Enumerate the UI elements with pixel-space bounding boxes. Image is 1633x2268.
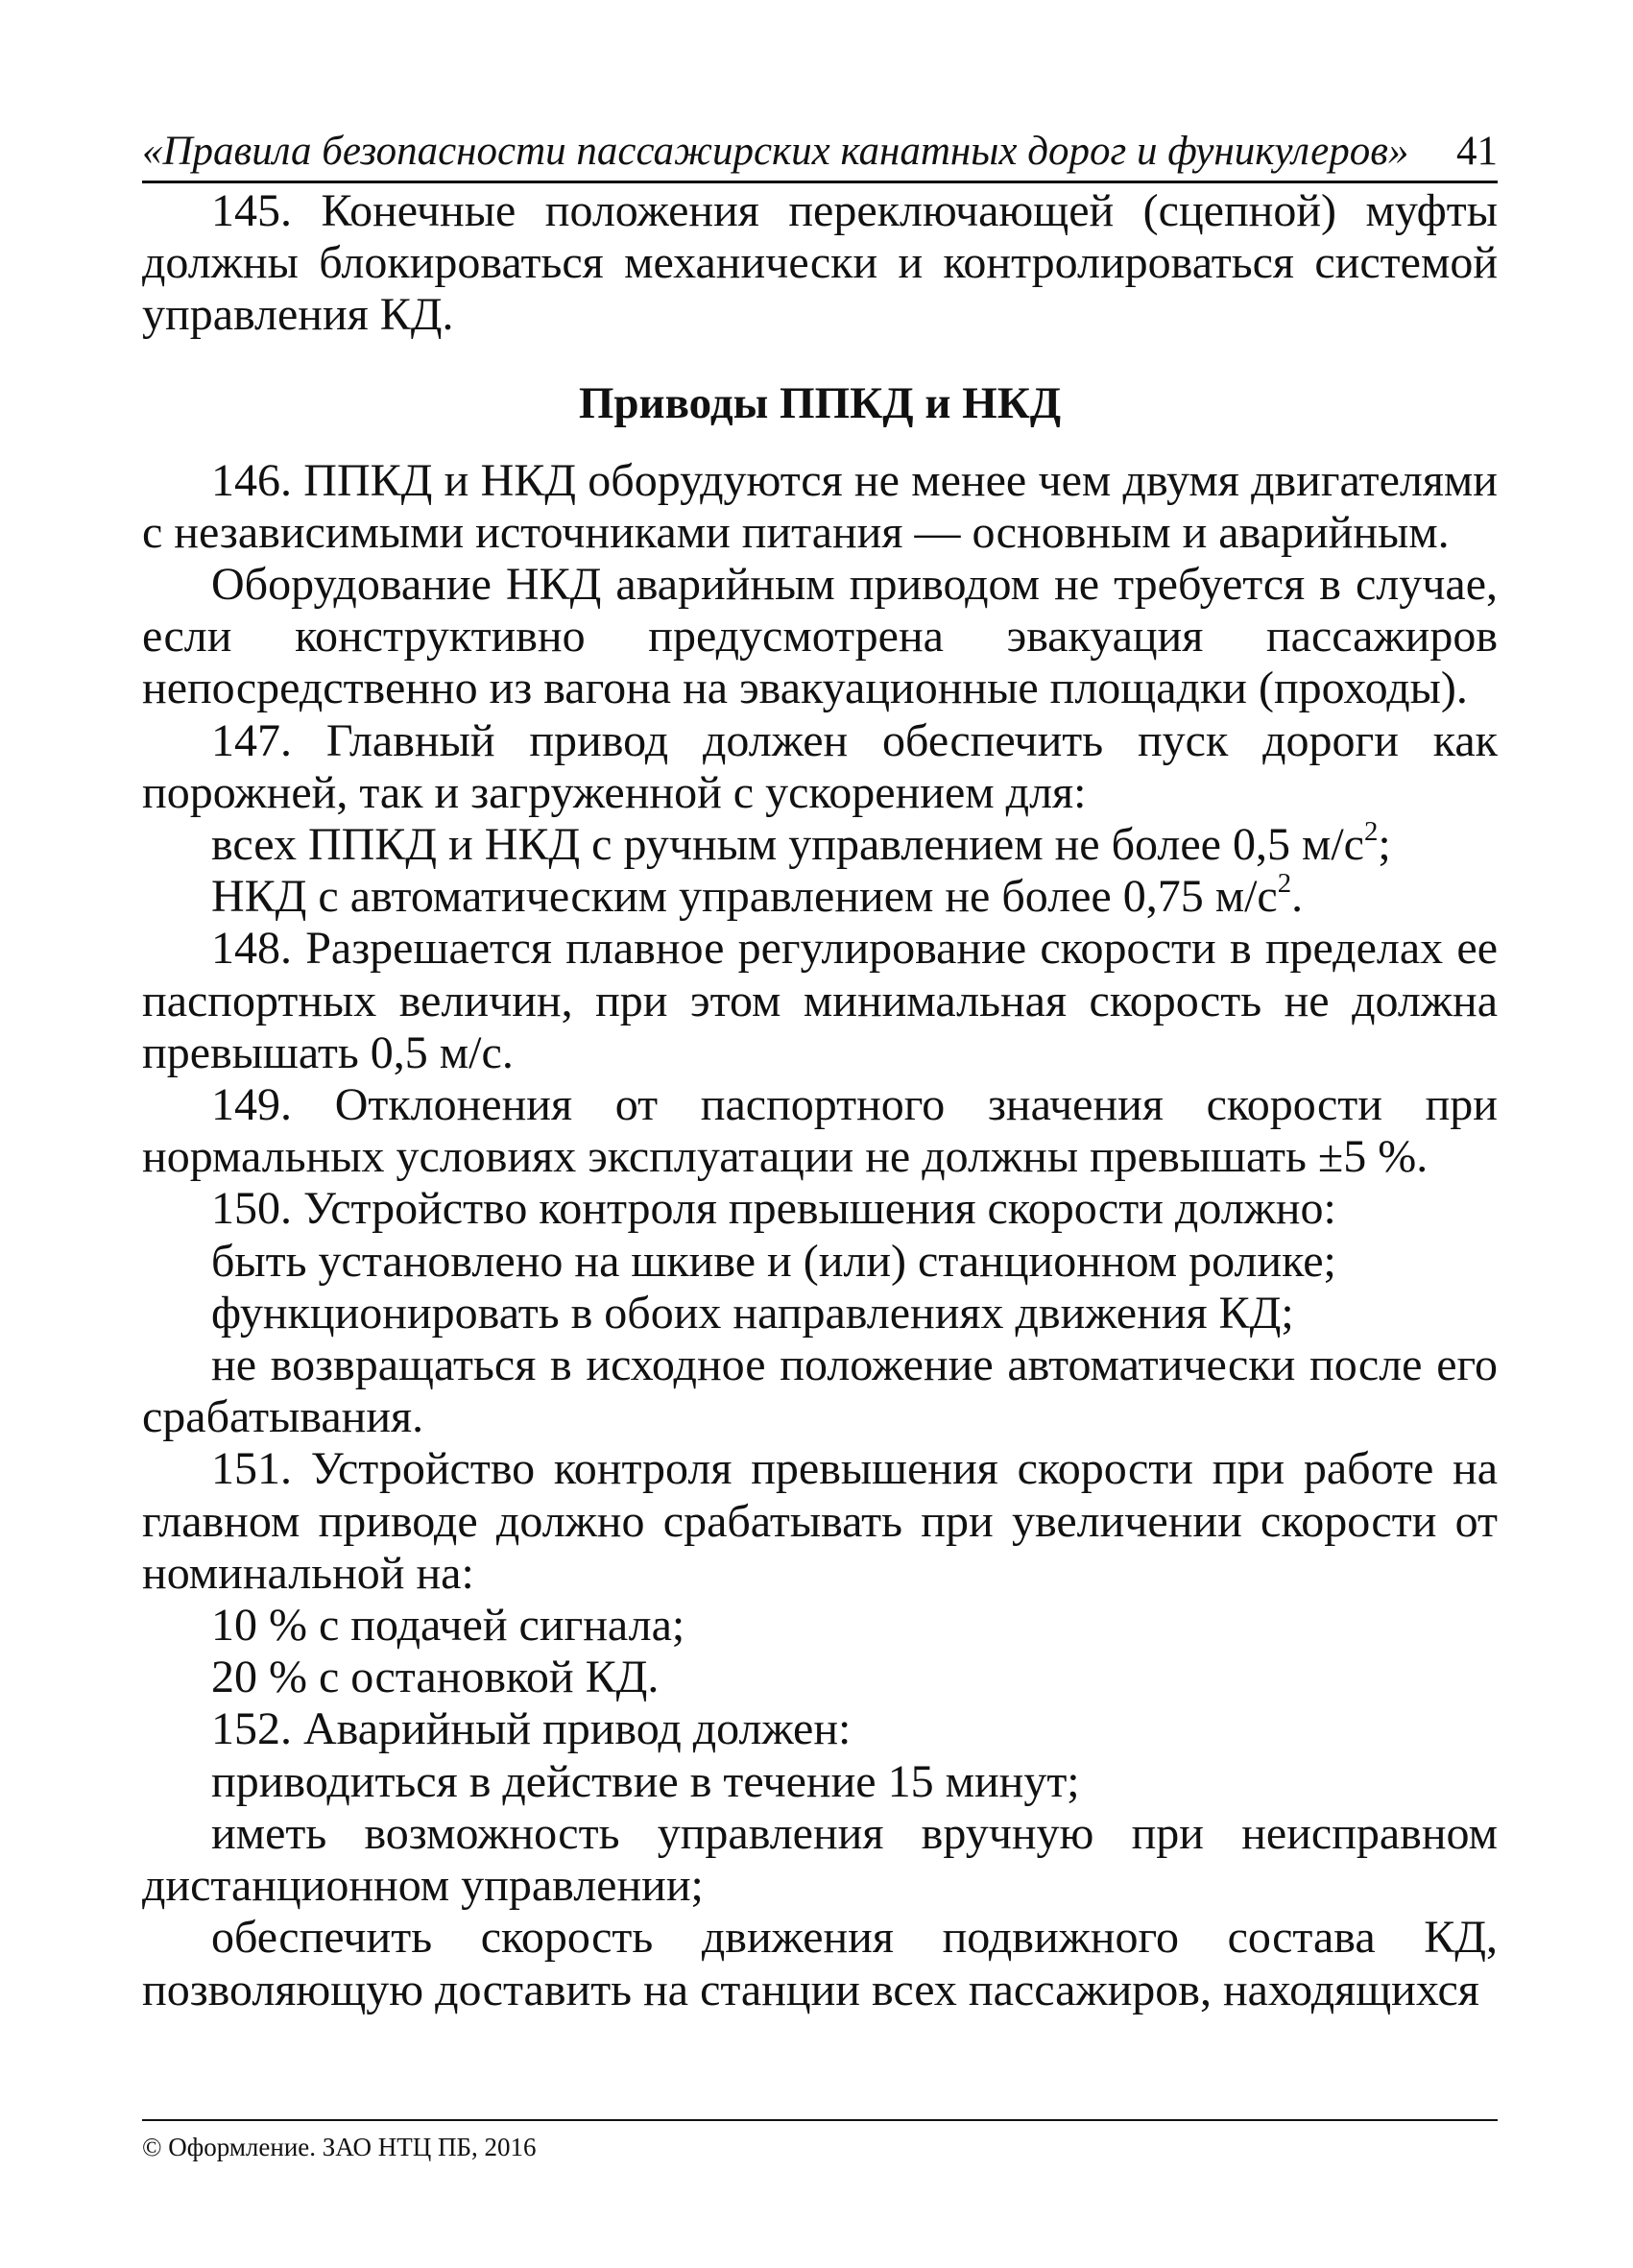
paragraph-152: 152. Аварийный привод должен: bbox=[211, 1703, 852, 1755]
body-text bbox=[142, 185, 1498, 2016]
paragraph-148: 148. Разрешается плавное регулирование скорости в пределах ее паспортных величин, при этом минимальная скорость не должна превышать 0,5 м/с. bbox=[142, 923, 1498, 1078]
section-heading: Приводы ППКД и НКД bbox=[578, 377, 1062, 428]
paragraph-150: 150. Устройство контроля превышения скорости должно: bbox=[211, 1183, 1336, 1235]
superscript: 2 bbox=[1363, 815, 1379, 847]
paragraph-147-item-2 bbox=[142, 868, 1498, 923]
item-text: НКД с автоматическим управлением не более 0,75 м/с bbox=[211, 871, 1278, 923]
paragraph-145: 145. Конечные положения переключающей (сцепной) муфты должны блокироваться механически и контролироваться системой управления КД. bbox=[142, 185, 1498, 341]
paragraph-152-item-2: иметь возможность управления вручную при неисправном дистанционном управлении; bbox=[142, 1807, 1498, 1912]
running-title: «Правила безопасности пассажирских канатных дорог и фуникулеров» bbox=[142, 129, 1409, 174]
superscript: 2 bbox=[1277, 868, 1292, 900]
paragraph-152-item-1: приводиться в действие в течение 15 минут; bbox=[211, 1755, 1080, 1807]
item-punct: ; bbox=[1378, 819, 1391, 871]
page-number: 41 bbox=[1456, 129, 1498, 174]
paragraph-151: 151. Устройство контроля превышения скорости при работе на главном приводе должно срабатывать при увеличении скорости от номинальной на: bbox=[142, 1443, 1498, 1599]
paragraph-151-item-1: 10 % с подачей сигнала; bbox=[211, 1600, 685, 1652]
paragraph-150-item-2: функционировать в обоих направлениях движения КД; bbox=[211, 1287, 1294, 1339]
page-footer bbox=[142, 2119, 1498, 2163]
item-text: всех ППКД и НКД с ручным управлением не более 0,5 м/с bbox=[211, 819, 1364, 871]
paragraph-146: 146. ППКД и НКД оборудуются не менее чем двумя двигателями с независимыми источниками питания — основным и аварийным. bbox=[142, 454, 1498, 558]
running-header bbox=[142, 125, 1498, 183]
footer-copyright: © Оформление. ЗАО НТЦ ПБ, 2016 bbox=[142, 2133, 537, 2161]
paragraph-146-continued: Оборудование НКД аварийным приводом не требуется в случае, если конструктивно предусмотрена эвакуация пассажиров непосредственно из вагона на эвакуационные площадки (проходы). bbox=[142, 559, 1498, 714]
item-punct: . bbox=[1291, 871, 1304, 923]
paragraph-147: 147. Главный привод должен обеспечить пуск дороги как порожней, так и загруженной с ускорением для: bbox=[142, 714, 1498, 818]
document-page bbox=[142, 125, 1498, 2016]
paragraph-150-item-1: быть установлено на шкиве и (или) станционном ролике; bbox=[211, 1235, 1336, 1287]
paragraph-150-item-3: не возвращаться в исходное положение автоматически после его срабатывания. bbox=[142, 1339, 1498, 1443]
paragraph-149: 149. Отклонения от паспортного значения скорости при нормальных условиях эксплуатации не должны превышать ±5 %. bbox=[142, 1079, 1498, 1183]
paragraph-152-item-3: обеспечить скорость движения подвижного состава КД, позволяющую доставить на станции всех пассажиров, находящихся bbox=[142, 1912, 1498, 2015]
paragraph-147-item-1 bbox=[142, 815, 1498, 871]
paragraph-151-item-2: 20 % с остановкой КД. bbox=[211, 1652, 660, 1703]
